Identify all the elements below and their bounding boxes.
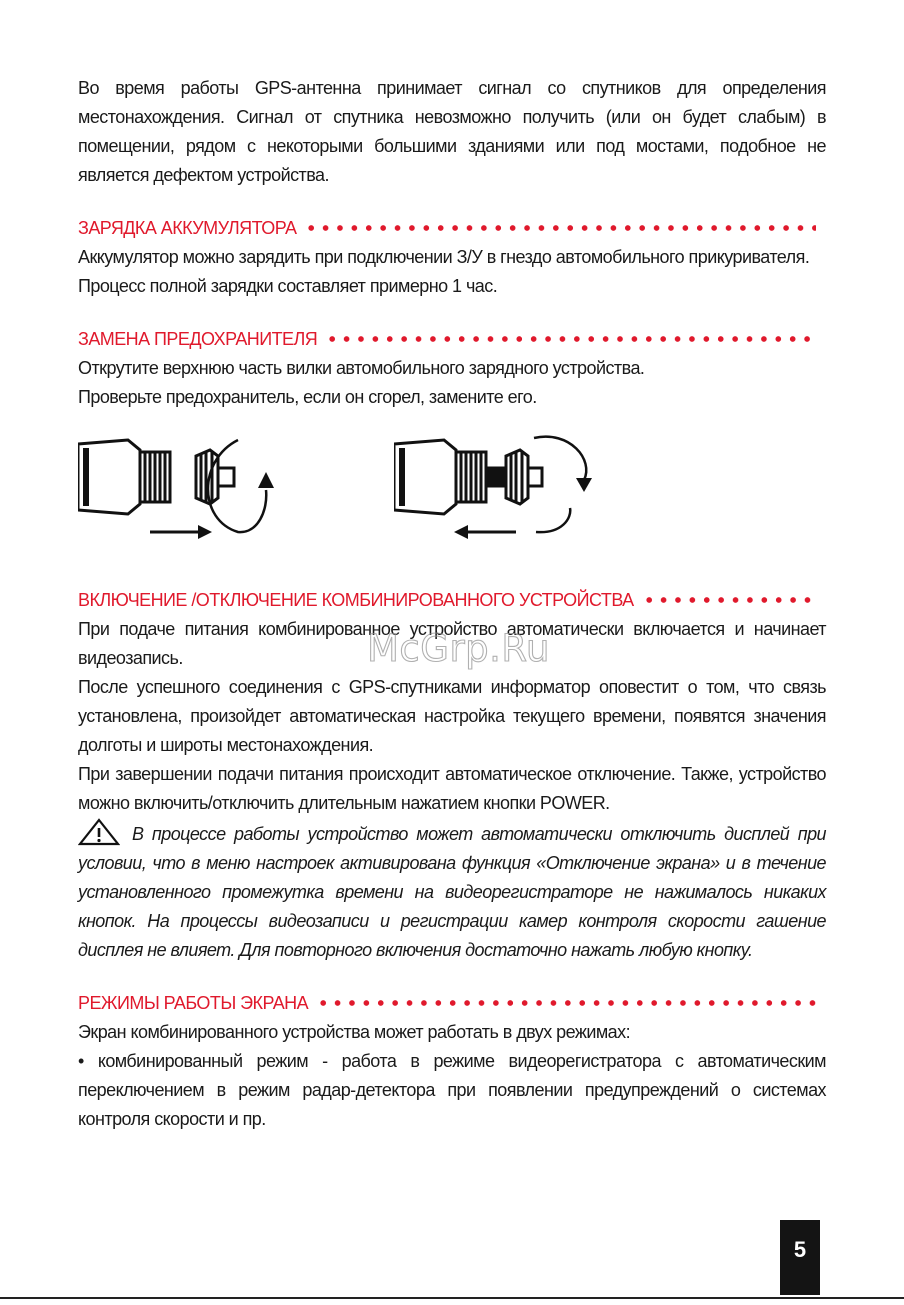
dotted-leader bbox=[304, 224, 816, 232]
power-paragraph-2: После успешного соединения с GPS-спутниками информатор оповестит о том, что связь установлена, произойдет автоматическая настройка текущего времени, появятся значения долготы и широты местонахождения. bbox=[78, 677, 826, 755]
plug-screw-illustration bbox=[394, 430, 614, 542]
section-header-battery bbox=[78, 217, 826, 239]
plug-unscrew-illustration bbox=[78, 430, 288, 542]
dotted-leader bbox=[316, 999, 816, 1007]
fuse-paragraph-1: Открутите верхнюю часть вилки автомобильного зарядного устройства. bbox=[78, 358, 645, 378]
warning-text: В процессе работы устройство может автоматически отключить дисплей при условии, что в меню настроек активирована функция «Отключение экрана» и в течение установленного промежутка времени на видеорегистраторе не нажималось никаких кнопок. На процессы видеозаписи и регистрации камер контроля скорости гашение дисплея не влияет. Для повторного включения достаточно нажать любую кнопку. bbox=[78, 824, 826, 960]
intro-paragraph: Во время работы GPS-антенна принимает сигнал со спутников для определения местонахождения. Сигнал от спутника невозможно получить (или он будет слабым) в помещении, рядом с некоторыми большими зданиями или под мостами, подобное не является дефектом устройства. bbox=[78, 78, 826, 185]
section-header-screen bbox=[78, 992, 826, 1014]
bottom-rule bbox=[0, 1297, 904, 1299]
page-content bbox=[78, 74, 826, 1134]
section-title-fuse: ЗАМЕНА ПРЕДОХРАНИТЕЛЯ bbox=[78, 328, 318, 349]
power-paragraph-1: При подаче питания комбинированное устройство автоматически включается и начинает видеозапись. bbox=[78, 619, 826, 668]
dotted-leader bbox=[325, 335, 816, 343]
battery-paragraph-1: Аккумулятор можно зарядить при подключении З/У в гнездо автомобильного прикуривателя. bbox=[78, 247, 810, 267]
power-warning bbox=[78, 818, 826, 965]
battery-paragraph-2: Процесс полной зарядки составляет примерно 1 час. bbox=[78, 276, 498, 296]
screen-paragraph-1: Экран комбинированного устройства может работать в двух режимах: bbox=[78, 1022, 631, 1042]
watermark: McGrp.Ru bbox=[367, 627, 550, 670]
section-title-battery: ЗАРЯДКА АККУМУЛЯТОРА bbox=[78, 217, 297, 238]
section-header-power bbox=[78, 589, 826, 611]
section-header-fuse bbox=[78, 328, 826, 350]
fuse-paragraph-2: Проверьте предохранитель, если он сгорел, замените его. bbox=[78, 387, 537, 407]
screen-bullet-1: • комбинированный режим - работа в режиме видеорегистратора с автоматическим переключением в режим радар-детектора при появлении предупреждений о системах контроля скорости и пр. bbox=[78, 1051, 826, 1129]
section-title-screen: РЕЖИМЫ РАБОТЫ ЭКРАНА bbox=[78, 992, 309, 1013]
section-title-power: ВКЛЮЧЕНИЕ /ОТКЛЮЧЕНИЕ КОМБИНИРОВАННОГО УСТРОЙСТВА bbox=[78, 589, 634, 610]
page-number: 5 bbox=[780, 1220, 820, 1295]
fuse-illustrations bbox=[78, 430, 826, 562]
dotted-leader bbox=[642, 596, 816, 604]
power-paragraph-3: При завершении подачи питания происходит автоматическое отключение. Также, устройство можно включить/отключить длительным нажатием кнопки POWER. bbox=[78, 764, 826, 813]
warning-triangle-icon bbox=[78, 818, 120, 846]
